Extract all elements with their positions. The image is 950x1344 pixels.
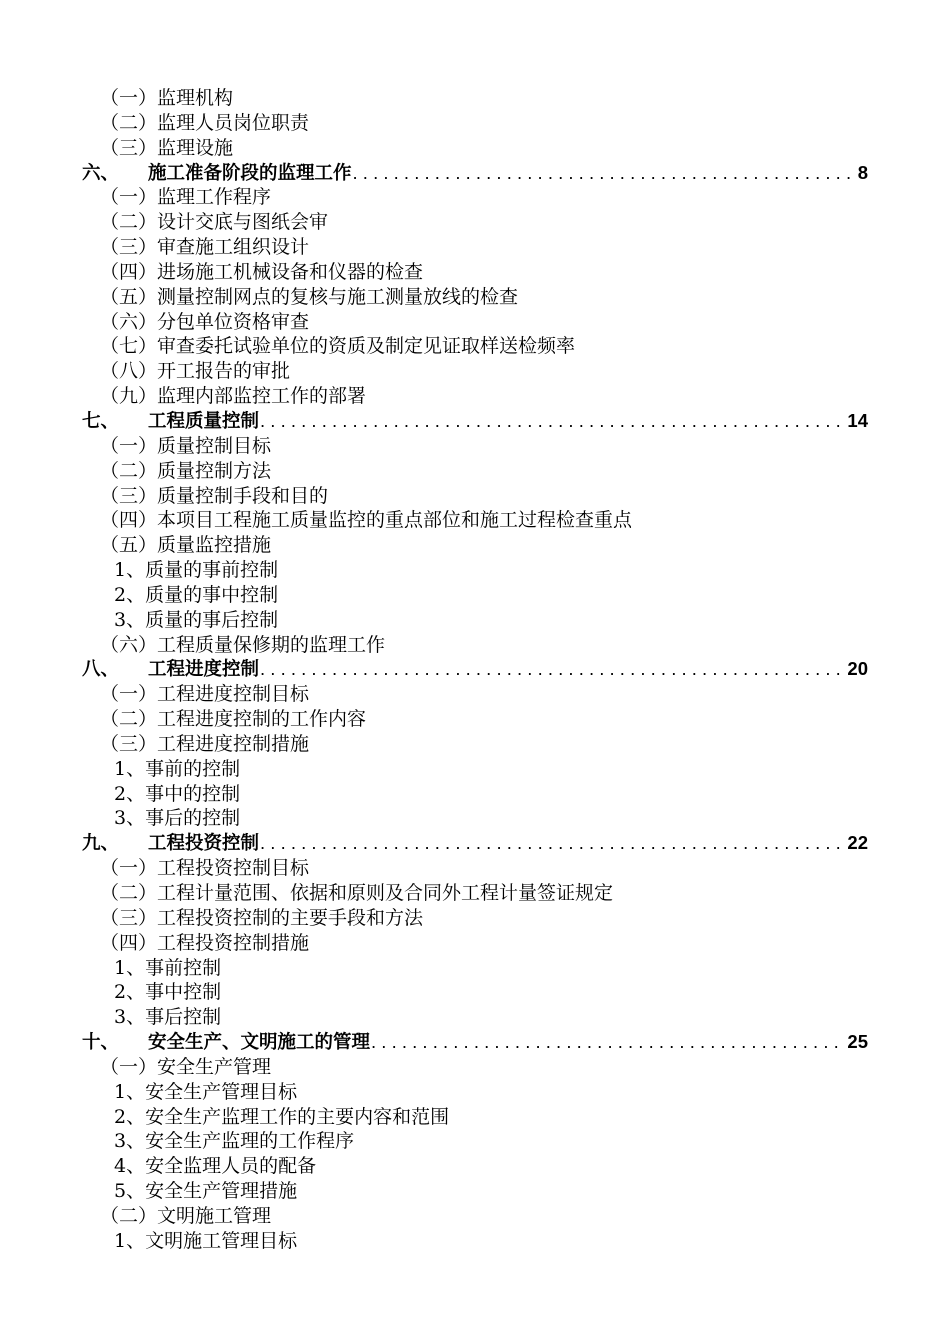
toc-section-number: 十、 [82,1031,120,1053]
toc-section-title: 工程质量控制 [148,409,260,431]
toc-item-entry: 1、安全生产管理目标 [114,1080,298,1103]
toc-item-entry: 1、事前的控制 [114,757,241,780]
toc-item-entry: 1、质量的事前控制 [114,559,279,582]
toc-subsection-entry: （三）工程投资控制的主要手段和方法 [100,906,424,929]
toc-section-title: 安全生产、文明施工的管理 [148,1031,371,1053]
toc-subsection-entry: （四）本项目工程施工质量监控的重点部位和施工过程检查重点 [100,509,633,532]
toc-section-title: 工程投资控制 [148,832,260,854]
toc-section-entry [0,409,950,434]
toc-subsection-entry: （八）开工报告的审批 [100,360,291,383]
toc-leader-dots [260,657,845,682]
toc-subsection-entry: （四）工程投资控制措施 [100,931,310,954]
toc-leader-dots [371,1030,845,1055]
toc-leader-dots [260,409,845,434]
toc-subsection-entry: （三）审查施工组织设计 [100,236,310,259]
toc-item-entry: 5、安全生产管理措施 [114,1180,298,1203]
toc-item-entry: 1、事前控制 [114,956,222,979]
toc-subsection-entry: （一）监理机构 [100,87,234,109]
toc-subsection-entry: （二）文明施工管理 [100,1204,272,1227]
toc-page-number: 22 [847,832,868,854]
toc-subsection-entry: （二）质量控制方法 [100,459,272,482]
toc-section-entry [0,161,950,186]
toc-item-entry: 3、质量的事后控制 [114,608,279,631]
toc-page [0,86,950,1254]
toc-leader-dots [260,831,845,856]
toc-section-title: 工程进度控制 [148,658,260,680]
toc-leader-dots [353,161,856,186]
toc-item-entry: 1、文明施工管理目标 [114,1229,298,1252]
toc-section-number: 六、 [82,161,120,183]
toc-subsection-entry: （一）安全生产管理 [100,1055,272,1078]
toc-subsection-entry: （二）监理人员岗位职责 [100,111,310,134]
toc-subsection-entry: （九）监理内部监控工作的部署 [100,385,367,408]
toc-section-number: 八、 [82,658,120,680]
toc-section-number: 七、 [82,409,120,431]
toc-subsection-entry: （六）分包单位资格审查 [100,310,310,333]
toc-subsection-entry: （三）质量控制手段和目的 [100,484,329,507]
toc-subsection-entry: （一）工程投资控制目标 [100,857,310,880]
toc-page-number: 14 [847,409,868,431]
table-of-contents [0,86,950,1254]
toc-subsection-entry: （一）工程进度控制目标 [100,683,310,706]
toc-page-number: 25 [847,1031,868,1053]
toc-subsection-entry: （三）工程进度控制措施 [100,732,310,755]
toc-item-entry: 4、安全监理人员的配备 [114,1155,317,1178]
toc-section-entry [0,1030,950,1055]
toc-subsection-entry: （二）设计交底与图纸会审 [100,211,329,234]
toc-item-entry: 3、事后的控制 [114,807,241,830]
toc-section-entry [0,657,950,682]
toc-page-number: 20 [847,658,868,680]
toc-page-number: 8 [857,161,868,183]
toc-item-entry: 2、事中控制 [114,981,222,1004]
toc-subsection-entry: （四）进场施工机械设备和仪器的检查 [100,260,424,283]
toc-section-title: 施工准备阶段的监理工作 [148,161,352,183]
toc-subsection-entry: （二）工程进度控制的工作内容 [100,708,367,731]
toc-subsection-entry: （五）质量监控措施 [100,534,272,557]
toc-item-entry: 2、安全生产监理工作的主要内容和范围 [114,1105,450,1128]
toc-section-number: 九、 [82,832,120,854]
toc-subsection-entry: （一）质量控制目标 [100,434,272,457]
toc-subsection-entry: （五）测量控制网点的复核与施工测量放线的检查 [100,285,519,308]
toc-subsection-entry: （二）工程计量范围、依据和原则及合同外工程计量签证规定 [100,882,614,904]
toc-subsection-entry: （六）工程质量保修期的监理工作 [100,633,386,656]
toc-subsection-entry: （一）监理工作程序 [100,186,272,209]
toc-subsection-entry: （七）审查委托试验单位的资质及制定见证取样送检频率 [100,335,576,358]
toc-item-entry: 3、安全生产监理的工作程序 [114,1130,355,1153]
toc-subsection-entry: （三）监理设施 [100,136,234,159]
toc-item-entry: 2、质量的事中控制 [114,583,279,606]
toc-section-entry [0,831,950,856]
toc-item-entry: 2、事中的控制 [114,782,241,805]
toc-item-entry: 3、事后控制 [114,1006,222,1029]
